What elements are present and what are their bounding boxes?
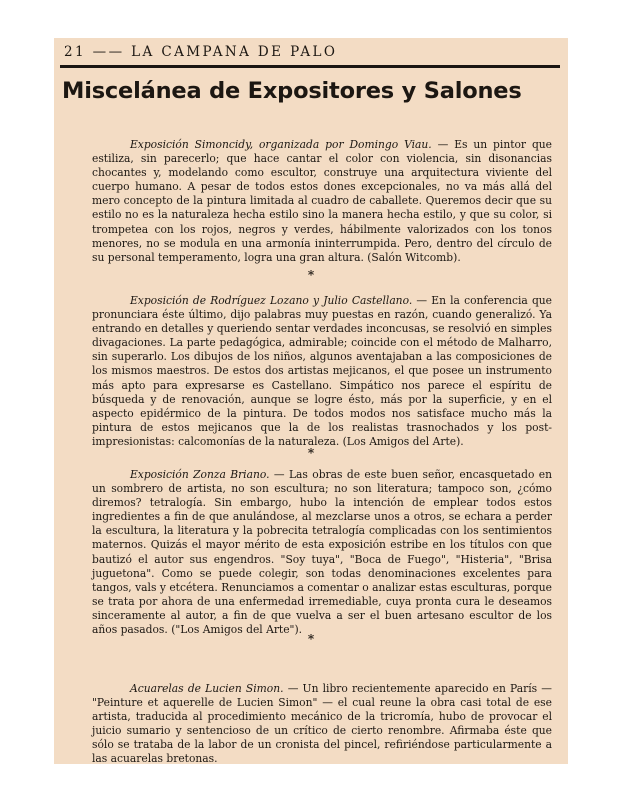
article-rodriguez-lozano bbox=[92, 294, 552, 449]
article-lead: Exposición de Rodríguez Lozano y Julio Castellano. bbox=[130, 294, 413, 307]
article-body: — Un libro recientemente aparecido en París — "Peinture et aquerelle de Lucien Simon" — el cual reune la obra casi total de ese artista, traducida al procedimiento mecánico de la tricromía, hubo de provocar el juicio sumario y sentencioso de un crítico de cierto renombre. Afirmaba éste que sólo se trataba de la labor de un cronista del pincel, refiriéndose particularmente a las acuarelas bretonas. bbox=[92, 682, 552, 764]
title-rule bbox=[60, 65, 560, 68]
article-body: — En la conferencia que pronunciara éste último, dijo palabras muy puestas en razón, cuando generalizó. Ya entrando en detalles y queriendo sentar verdades inconcusas, se resolvió en simples divagaciones. La parte pedagógica, admirable; coincide con el método de Malharro, sin superarlo. Los dibujos de los niños, algunos aventajaban a las composiciones de los mismos maestros. De estos dos artistas mejicanos, el que posee un instrumento más apto para expresarse es Castellano. Simpático nos parece el espíritu de búsqueda y de renovación, aunque se logre ésto, más por la superficie, y en el aspecto epidérmico de la pintura. De todos modos nos satisface mucho más la pintura de estos mejicanos que la de los realistas trasnochados y los post-impresionistas: calcomonías de la naturaleza. (Los Amigos del Arte). bbox=[92, 294, 552, 448]
article-simoncidy bbox=[92, 138, 552, 265]
separator-asterisk: * bbox=[307, 268, 315, 282]
article-body: — Es un pintor que estiliza, sin parecerlo; que hace cantar el color con violencia, sin disonancias chocantes y, modelando como escultor, construye una arquitectura viviente del cuerpo humano. A pesar de todos estos dones excepcionales, no va más allá del mero concepto de la pintura limitada al cuadro de caballete. Queremos decir que su estilo no es la naturaleza hecha estilo sino la manera hecha estilo, y que su color, si trompetea con los rojos, negros y verdes, hábilmente valorizados con los tonos menores, no se modula en una armonía ininterrumpida. Pero, dentro del círculo de su personal temperamento, logra una gran altura. (Salón Witcomb). bbox=[92, 138, 552, 264]
page-title: Miscelánea de Expositores y Salones bbox=[62, 78, 522, 104]
article-body: — Las obras de este buen señor, encasquetado en un sombrero de artista, no son escultura; no son literatura; tampoco son, ¿cómo diremos? tetralogía. Sin embargo, hubo la intención de emplear todos estos ingredientes a fin de que anulándose, al mezclarse unos a otros, se echara a perder la escultura, la literatura y la pobrecita tetralogía complicadas con los sentimientos maternos. Quizás el mayor mérito de esta exposición estribe en los títulos con que bautizó el autor sus engendros. "Soy tuya", "Boca de Fuego", "Histeria", "Brisa juguetona". Como se puede colegir, son todas denominaciones excelentes para tangos, vals y etcétera. Renunciamos a comentar o analizar estas esculturas, porque se trata por ahora de una enfermedad irremediable, cuya pronta cura le deseamos sinceramente al autor, a fin de que vuelva a ser el buen artesano escultor de los años pasados. ("Los Amigos del Arte"). bbox=[92, 468, 552, 637]
running-head: 21 —— LA CAMPANA DE PALO bbox=[64, 44, 338, 60]
article-lead: Exposición Zonza Briano. bbox=[130, 468, 270, 481]
article-zonza-briano bbox=[92, 468, 552, 637]
separator-asterisk: * bbox=[307, 632, 315, 646]
magazine-page bbox=[54, 38, 568, 764]
separator-asterisk: * bbox=[307, 446, 315, 460]
article-lead: Acuarelas de Lucien Simon. bbox=[130, 682, 284, 695]
article-lucien-simon bbox=[92, 682, 552, 764]
article-lead: Exposición Simoncidy, organizada por Domingo Viau. bbox=[130, 138, 432, 151]
